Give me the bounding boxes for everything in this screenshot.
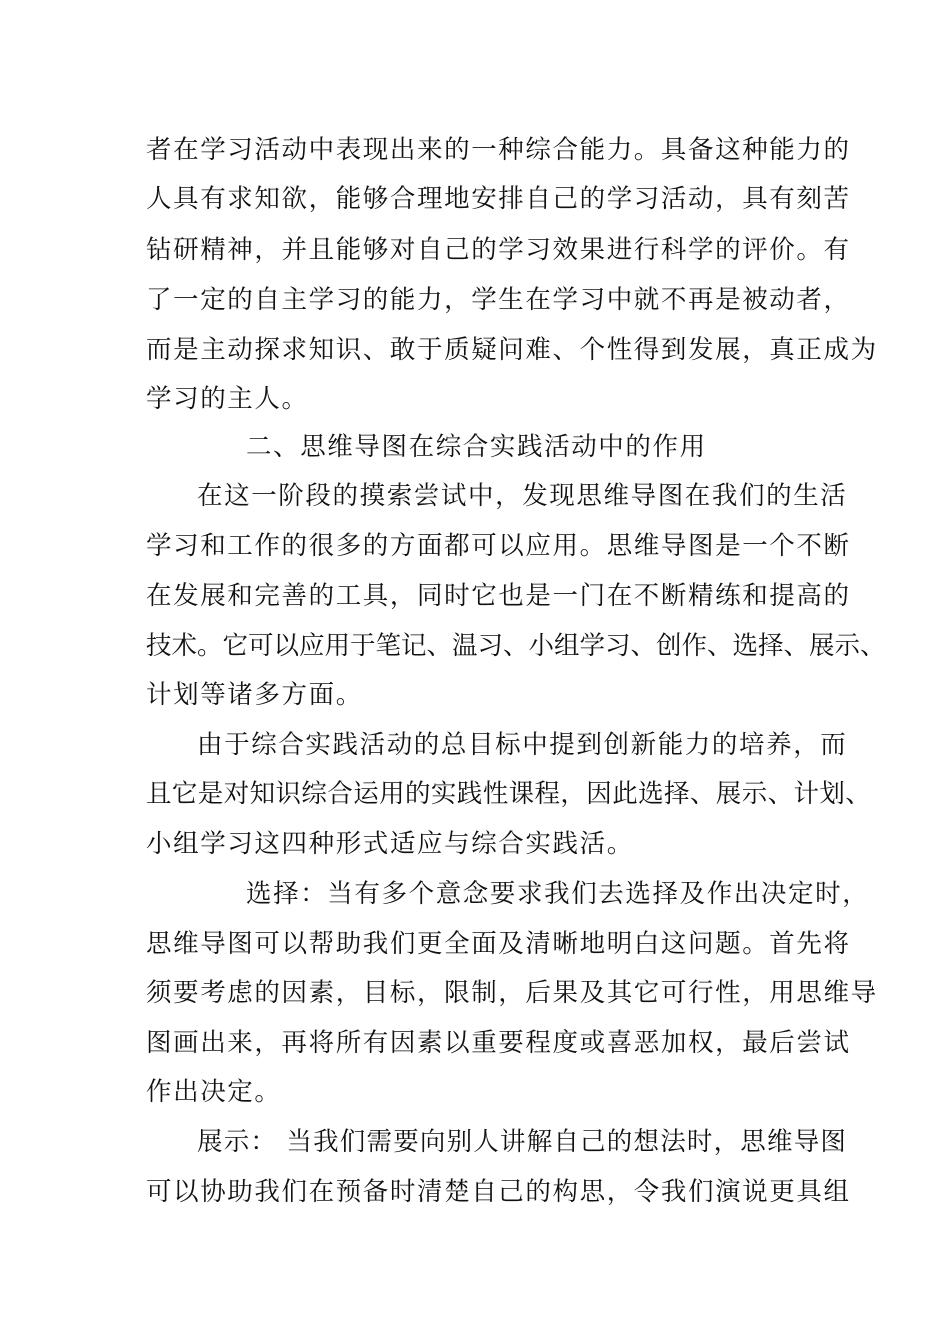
- text-line: 展示： 当我们需要向别人讲解自己的想法时，思维导图: [197, 1127, 848, 1157]
- text-line: 在这一阶段的摸索尝试中，发现思维导图在我们的生活: [197, 481, 848, 511]
- text-line: 可以协助我们在预备时清楚自己的构思，令我们演说更具组: [146, 1177, 851, 1207]
- text-line: 学习的主人。: [146, 384, 309, 414]
- text-line: 在发展和完善的工具，同时它也是一门在不断精练和提高的: [146, 581, 851, 611]
- text-line: 图画出来，再将所有因素以重要程度或喜恶加权，最后尝试: [146, 1028, 851, 1058]
- text-line: 且它是对知识综合运用的实践性课程，因此选择、展示、计划、: [146, 779, 872, 809]
- text-line: 者在学习活动中表现出来的一种综合能力。具备这种能力的: [146, 135, 851, 165]
- text-line: 了一定的自主学习的能力，学生在学习中就不再是被动者，: [146, 285, 851, 315]
- text-line: 技术。它可以应用于笔记、温习、小组学习、创作、选择、展示、: [146, 631, 886, 661]
- text-line: 由于综合实践活动的总目标中提到创新能力的培养，而: [197, 730, 848, 760]
- text-line: 选择：当有多个意念要求我们去选择及作出决定时，: [246, 879, 870, 909]
- text-line: 学习和工作的很多的方面都可以应用。思维导图是一个不断: [146, 531, 851, 561]
- text-line: 钻研精神，并且能够对自己的学习效果进行科学的评价。有: [146, 235, 851, 265]
- text-line: 而是主动探求知识、敢于质疑问难、个性得到发展，真正成为: [146, 335, 878, 365]
- text-line: 人具有求知欲，能够合理地安排自己的学习活动，具有刻苦: [146, 184, 851, 214]
- text-line: 计划等诸多方面。: [146, 680, 363, 710]
- section-heading: 二、思维导图在综合实践活动中的作用: [246, 432, 707, 462]
- text-line: 小组学习这四种形式适应与综合实践活。: [146, 829, 634, 859]
- text-line: 作出决定。: [146, 1077, 282, 1107]
- text-line: 思维导图可以帮助我们更全面及清晰地明白这问题。首先将: [146, 929, 851, 959]
- text-line: 须要考虑的因素，目标，限制，后果及其它可行性，用思维导: [146, 978, 878, 1008]
